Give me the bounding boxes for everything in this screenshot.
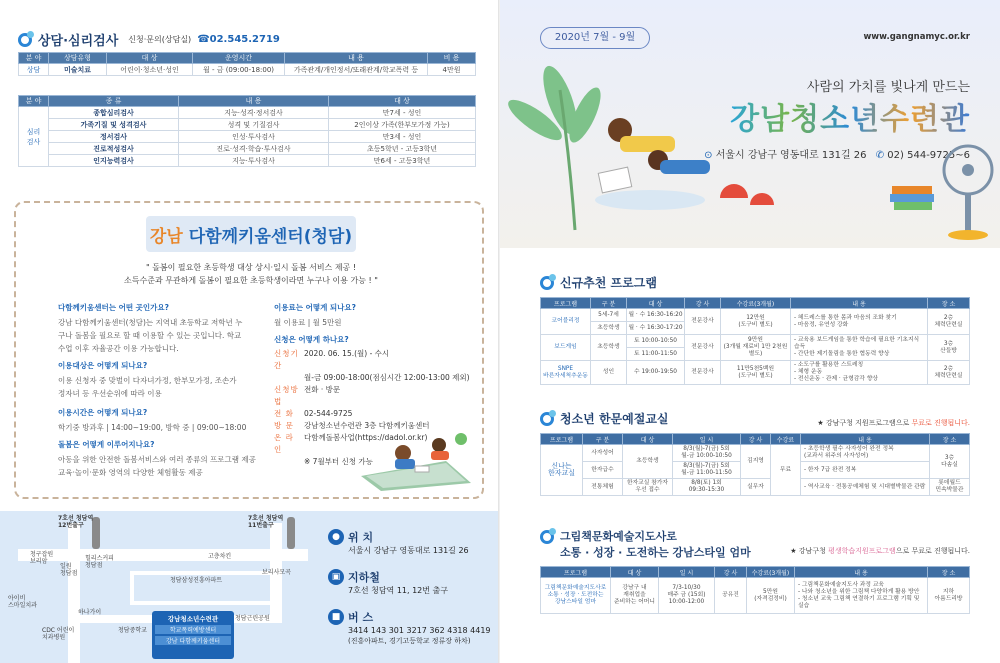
apply-value: 다함께돌봄사업(https://dadol.or.kr) — [304, 433, 428, 442]
map-label-kids: 아이비 스마일치과 — [8, 595, 37, 609]
picturebook-section — [540, 528, 970, 614]
td: 어린이·청소년·성인 — [107, 64, 193, 76]
th: 대 상 — [623, 434, 673, 445]
apply-value: 강남청소년수련관 3층 다함께키움센터 — [304, 421, 430, 430]
td: 지능·투사검사 — [179, 155, 329, 167]
loc-title: 위 치 — [348, 531, 374, 544]
new-programs-section — [540, 274, 970, 385]
prog3-table — [540, 566, 970, 614]
td: 5세-7세 — [591, 309, 627, 322]
location-map — [0, 511, 500, 663]
td: 종합심리검사 — [49, 107, 179, 119]
loc-head — [328, 529, 469, 545]
loc-address: 서울시 강남구 영동대로 131길 26 — [348, 546, 469, 555]
td: 만3세 - 성인 — [329, 131, 476, 143]
prog1-table — [540, 297, 970, 385]
apply-row — [274, 348, 479, 372]
bus-stops: (진흥아파트, 경기고등학교 정류장 하차) — [348, 637, 471, 645]
apply-value: 2020. 06. 15.(월) - 수시 — [304, 349, 390, 358]
hero-banner — [500, 0, 1000, 248]
care-title-orange: 강남 — [149, 226, 183, 247]
apply-row — [274, 372, 479, 384]
subway-head — [328, 569, 448, 585]
th: 강 사 — [715, 567, 747, 578]
map-road — [68, 523, 80, 663]
td: 정서검사 — [49, 131, 179, 143]
th: 내 용 — [285, 53, 428, 64]
td: 2층 체력단련실 — [928, 361, 970, 385]
td: 월 - 금 (09:00-18:00) — [193, 64, 285, 76]
prog1-head — [540, 274, 970, 291]
period-badge: 2020년 7월 - 9월 — [540, 27, 650, 49]
td: 수 19:00-19:50 — [627, 361, 685, 385]
map-road — [18, 549, 308, 561]
td: 3층 산들방 — [928, 335, 970, 361]
kids-reading-illustration — [351, 431, 476, 491]
apply-label: 전 화 — [274, 409, 294, 418]
td: - 헤드레스를 통한 몸과 마음의 조화 찾기 - 마음정, 유연성 강화 — [791, 309, 928, 335]
faq-answer: 이용 신청자 중 맞벌이 다자녀가정, 한부모가정, 조손가정자녀 등 우선순위에 따라 이용 — [58, 376, 237, 398]
td: - 초등학생 필수 사자성어 완전 정복 (교과서 위주의 사자성어) — [801, 445, 930, 462]
phone-icon: ✆ — [875, 150, 885, 161]
map-label-exit11: 7호선 청담역 11번출구 — [248, 515, 284, 529]
care-title — [146, 216, 356, 252]
td: 한자급수 — [583, 462, 623, 479]
td: 월 · 수 16:30-16:20 — [627, 309, 685, 322]
td: 초등5학년 - 고등3학년 — [329, 143, 476, 155]
td: 그림책문화예술지도사로 소통 · 성장 · 도전하는 강남스타일 엄마 — [541, 578, 611, 614]
th: 장 소 — [928, 298, 970, 309]
td: 롯데월드 민속박물관 — [930, 479, 970, 496]
bus-numbers: 3414 143 301 3217 362 4318 4419 — [348, 626, 491, 635]
psych-table — [18, 95, 476, 167]
apply-label: 신청기간 — [274, 349, 299, 370]
hero-address-text: 서울시 강남구 영동대로 131길 26 — [715, 150, 867, 161]
map-label-cdc: CDC 어린이 치과병원 — [42, 627, 75, 641]
hanja-section — [540, 410, 970, 496]
td: 2인이상 가족(한부모가정 가능) — [329, 119, 476, 131]
td: 3층 다솜실 — [930, 445, 970, 479]
apply-row — [274, 408, 479, 420]
map-label-gdc: 고층차킨 — [208, 553, 232, 560]
counsel-header — [18, 30, 280, 49]
faq-question: 이용시간은 어떻게 되나요? — [58, 408, 148, 417]
td: 지능·성격·정서검사 — [179, 107, 329, 119]
map-label-exit12: 7호선 청담역 12번출구 — [58, 515, 94, 529]
faq-answer: 학기중 방과후 | 14:00~19:00, 방학 중 | 09:00~18:00 — [58, 423, 247, 432]
td: 토 10:00-10:50 — [627, 335, 685, 348]
faq-question: 돌봄은 어떻게 이루어지나요? — [58, 440, 155, 449]
td: 인성·투사검사 — [179, 131, 329, 143]
hero-title-text: 강남청소년수련관 — [730, 102, 970, 137]
th: 내 용 — [801, 434, 930, 445]
pin-icon: ⊙ — [704, 150, 713, 161]
psych-category-label: 심리검사 — [26, 127, 41, 146]
td: 신나는 한자교실 — [541, 445, 583, 496]
td: 만7세 - 성인 — [329, 107, 476, 119]
counsel-phone: ☎02.545.2719 — [197, 34, 280, 45]
th: 장 소 — [930, 434, 970, 445]
td: - 그림책문화예술지도사 과정 교육 - 나와 청소년을 위한 그림책 다양하게 활용 방안 - 청소년 교육 그림책 연결하기 프로그램 기획 및 실습 — [795, 578, 928, 614]
th: 비 용 — [428, 53, 476, 64]
website-url: www.gangnamyc.or.kr — [863, 32, 970, 42]
psych-category — [19, 107, 49, 167]
td: 공유진 — [715, 578, 747, 614]
hero-phone: 02) 544-9725~6 — [887, 150, 970, 161]
th: 프로그램 — [541, 434, 583, 445]
td: 8/3(월)-7(금) 5회 월-금 10:00-10:50 — [673, 445, 741, 462]
td: 진로·성격·학습·투사검사 — [179, 143, 329, 155]
prog3-title1: 그림책문화예술지도사로 — [560, 530, 677, 543]
td: 초등학생 — [591, 322, 627, 335]
td: 만6세 - 고등3학년 — [329, 155, 476, 167]
td: 12만원 (도구비 별도) — [721, 309, 791, 335]
td: 11만5천5백원 (도구비 별도) — [721, 361, 791, 385]
td: 8/8(토) 1회 09:30-15:30 — [673, 479, 741, 496]
subway-block — [328, 569, 448, 596]
td: 김지영 — [741, 445, 771, 479]
td: 전문강사 — [685, 335, 721, 361]
td: - 역사교육 · 전통공예체험 및 시대별박물관 관람 — [801, 479, 930, 496]
care-center-card — [14, 201, 484, 499]
note-text: ★ 강남구청 — [790, 547, 829, 555]
prog3-title2: 소통 · 성장 · 도전하는 강남스타일 엄마 — [560, 546, 751, 559]
map-label-bori: 청구잡원 보리암 — [30, 551, 54, 565]
faq-hours — [58, 406, 258, 434]
th: 대 상 — [329, 96, 476, 107]
map-label-apt: 청담삼성진흥아파트 — [170, 577, 223, 584]
faq-question: 이용대상은 어떻게 되나요? — [58, 361, 148, 370]
th: 대 상 — [627, 298, 685, 309]
hero-illustration — [500, 60, 1000, 248]
prog2-note — [817, 418, 970, 428]
note-text: 으로 무료로 진행됩니다. — [895, 547, 970, 555]
td: 7/3-10/30 매주 금 (15회) 10:00-12:00 — [659, 578, 715, 614]
map-label-park: 청담근린공원 — [235, 615, 270, 622]
th: 상담유형 — [49, 53, 107, 64]
apply-label — [274, 456, 304, 468]
faq-answer: 아동을 위한 안전한 돌봄서비스와 여러 종류의 프로그램 제공 교육·놀이·문화 영역의 다양한 체험활동 제공 — [58, 455, 256, 477]
td: 가족관계/개인정서/또래관계/학교폭력 등 — [285, 64, 428, 76]
prog3-title-group — [560, 528, 751, 560]
th: 구 분 — [583, 434, 623, 445]
apply-label: 신청방법 — [274, 385, 299, 406]
td: 실무자 — [741, 479, 771, 496]
bus-head — [328, 609, 491, 625]
map-label-acc: 일원 청담점 — [60, 563, 78, 577]
location-pin-icon: ● — [328, 529, 344, 545]
counsel-table — [18, 52, 476, 76]
care-quote-line1: " 돌봄이 필요한 초등학생 대상 상시·일시 돌봄 서비스 제공 ! — [145, 263, 357, 272]
right-page — [500, 0, 1000, 663]
td: 사자성어 — [583, 445, 623, 462]
faq-target — [58, 359, 243, 400]
td: - 한자 7급 완전 정복 — [801, 462, 930, 479]
care-quote — [56, 261, 446, 287]
note-highlight: 평생학습지원프로그램 — [828, 547, 896, 555]
prog3-note — [790, 546, 970, 556]
th: 수강료(3개월) — [721, 298, 791, 309]
exit-marker-icon — [287, 517, 295, 549]
td: SNPE 바른자세척추운동 — [541, 361, 591, 385]
subway-icon: ▣ — [328, 569, 344, 585]
td: 4만원 — [428, 64, 476, 76]
th: 구 분 — [591, 298, 627, 309]
th: 내 용 — [791, 298, 928, 309]
td: 보드게임 — [541, 335, 591, 361]
th: 종 류 — [49, 96, 179, 107]
td: - 소도구를 활용한 스트레칭 - 체형 운동 - 전신운동 · 관제 · 균형감각 향상 — [791, 361, 928, 385]
apply-value: 02-544-9725 — [304, 409, 353, 418]
td: 강남구 내 재취업을 준비하는 어머니 — [611, 578, 659, 614]
td: 무료 — [771, 445, 801, 496]
th: 내 용 — [795, 567, 928, 578]
section-bullet-icon — [540, 412, 554, 426]
th: 분 야 — [19, 96, 49, 107]
care-quote-line2: 소득수준과 무관하게 돌봄이 필요한 초등학생이라면 누구나 이용 가능 ! " — [124, 276, 378, 285]
apply-value: 전화 · 방문 — [304, 385, 341, 394]
counsel-title: 상담·심리검사 — [38, 34, 119, 49]
faq-question: 다함께키움센터는 어떤 곳인가요? — [58, 303, 170, 312]
faq-answer: 강남 다함께키움센터(청담)는 지역내 초등학교 저학년 누구나 돌봄을 필요로 할 때 이용할 수 있는 곳입니다. 학교수업 이후 자율공간 이용 가능합니다. — [58, 318, 243, 353]
td: 9만원 (3개월 재료비 1만 2천원 별도) — [721, 335, 791, 361]
faq-question: 신청은 어떻게 하나요? — [274, 335, 349, 344]
td: 초등학생 — [623, 445, 673, 479]
hero-subtitle: 사람의 가치를 빛나게 만드는 — [806, 80, 970, 95]
apply-value: ※ 7월부터 신청 가능 — [304, 457, 373, 466]
subway-title: 지하철 — [348, 571, 380, 584]
faq-question: 이용료는 어떻게 되나요? — [274, 303, 357, 312]
faq-what — [58, 301, 243, 355]
th: 내 용 — [179, 96, 329, 107]
section-bullet-icon — [540, 530, 554, 544]
td: 지하 아름드리방 — [928, 578, 970, 614]
th: 일 시 — [673, 434, 741, 445]
td: 5만원 (자격검정비) — [747, 578, 795, 614]
td: 진로적성검사 — [49, 143, 179, 155]
apply-label: 온 라 인 — [274, 433, 294, 454]
care-title-blue: 다함께키움센터(청담) — [188, 226, 353, 247]
section-bullet-icon — [18, 33, 32, 47]
subway-info: 7호선 청담역 11, 12번 출구 — [348, 586, 448, 595]
th: 수강료(3개월) — [747, 567, 795, 578]
th: 프로그램 — [541, 567, 611, 578]
td: 성인 — [591, 361, 627, 385]
map-label-hil: 힐리스커피 청담점 — [85, 555, 114, 569]
td: - 교육용 보드게임을 통한 학습에 필요한 기초지식 습득 - 간단한 제기돌림을 통한 협동력 향상 — [791, 335, 928, 361]
note-highlight: 무료로 진행됩니다. — [911, 419, 970, 427]
th: 수강료 — [771, 434, 801, 445]
th: 대 상 — [611, 567, 659, 578]
th: 운영시간 — [193, 53, 285, 64]
th: 분 야 — [19, 53, 49, 64]
td: 8/3(월)-7(금) 5회 월-금 11:00-11:50 — [673, 462, 741, 479]
td: 초등학생 — [591, 335, 627, 361]
prog3-head — [540, 528, 970, 560]
td: 토 11:00-11:50 — [627, 348, 685, 361]
td: 인지능력검사 — [49, 155, 179, 167]
td: 미술치료 — [49, 64, 107, 76]
faq-fee — [274, 301, 474, 329]
map-label-ms: 청담중학교 — [118, 627, 147, 634]
bus-block — [328, 609, 491, 647]
prog2-title: 청소년 한문예절교실 — [560, 412, 669, 426]
td: 코어블리정 — [541, 309, 591, 335]
bus-title: 버 스 — [348, 611, 374, 624]
loc-block — [328, 529, 469, 556]
th: 대 상 — [107, 53, 193, 64]
note-text: ★ 강남구청 지원프로그램으로 — [817, 419, 912, 427]
prog2-table — [540, 433, 970, 496]
td: 한자교실 참가자 우선 접수 — [623, 479, 673, 496]
map-label-hd: 하나가이 — [78, 609, 102, 616]
td: 전문강사 — [685, 309, 721, 335]
faq-howcare — [58, 438, 258, 479]
faq-answer: 월 이용료 | 월 5만원 — [274, 318, 342, 327]
th: 프로그램 — [541, 298, 591, 309]
apply-label: 방 문 — [274, 421, 294, 430]
prog2-head — [540, 410, 970, 427]
section-bullet-icon — [540, 276, 554, 290]
center-label3: 강남 다함께키움센터 — [155, 636, 231, 645]
counsel-inquiry: 신청·문의(상담실) — [128, 35, 192, 44]
prog1-title: 신규추천 프로그램 — [560, 276, 657, 290]
td: 가족기질 및 성격검사 — [49, 119, 179, 131]
td: 전통체험 — [583, 479, 623, 496]
td: 성격 및 기질검사 — [179, 119, 329, 131]
apply-label — [274, 372, 304, 384]
center-label2: 학교폭력예방센터 — [155, 625, 231, 634]
apply-row — [274, 384, 479, 408]
center-label1: 강남청소년수련관 — [167, 615, 219, 623]
apply-value: 월-금 09:00-18:00(점심시간 12:00-13:00 제외) — [304, 373, 470, 382]
td: 상담 — [19, 64, 49, 76]
center-marker — [152, 611, 234, 659]
th: 강 사 — [741, 434, 771, 445]
th: 강 사 — [685, 298, 721, 309]
th: 장 소 — [928, 567, 970, 578]
td: 월 · 수 16:30-17:20 — [627, 322, 685, 335]
th: 일 시 — [659, 567, 715, 578]
map-label-rd: 보리사모곡 — [262, 569, 291, 576]
td: 2층 체력단련실 — [928, 309, 970, 335]
bus-icon: ■ — [328, 609, 344, 625]
td: 전문강사 — [685, 361, 721, 385]
